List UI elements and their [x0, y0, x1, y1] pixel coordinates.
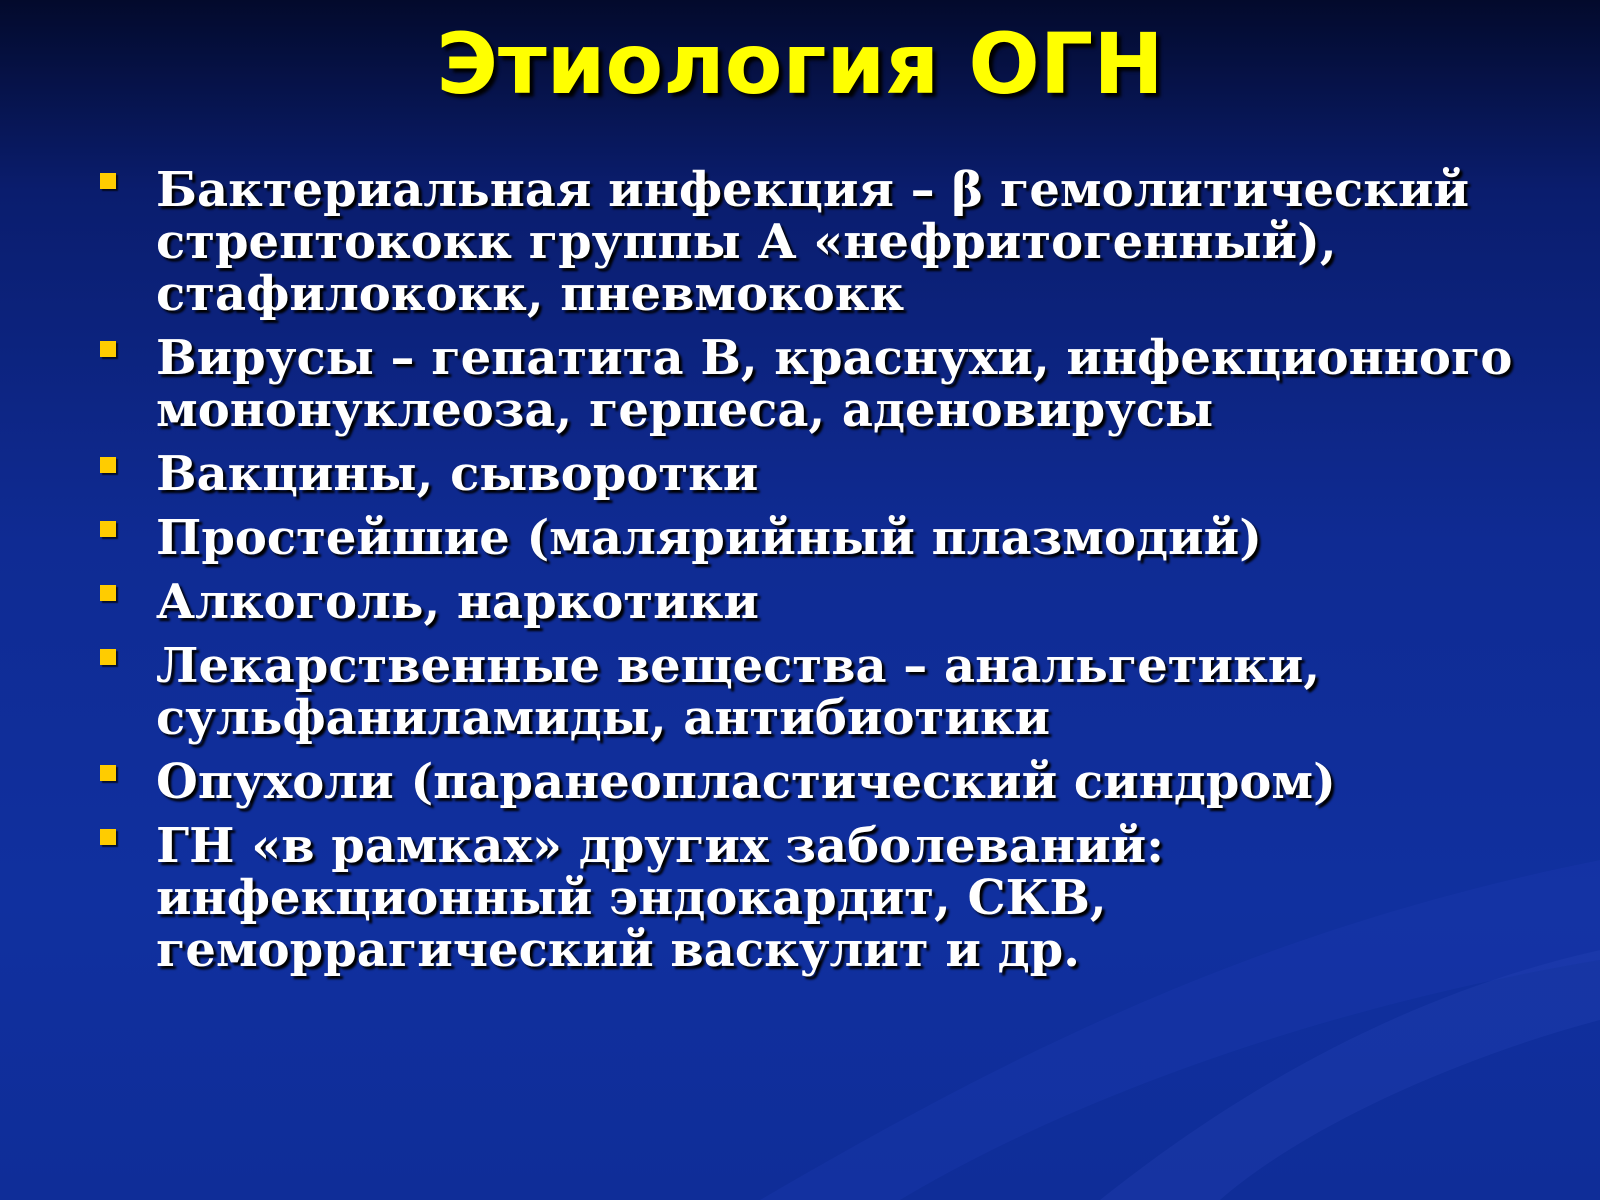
bullet-item: [96, 332, 1586, 436]
square-bullet-icon: [100, 341, 116, 357]
bullet-item: [96, 576, 1586, 628]
square-bullet-icon: [100, 457, 116, 473]
square-bullet-icon: [100, 521, 116, 537]
bullet-item: [96, 640, 1586, 744]
slide-title: Этиология ОГН: [436, 15, 1164, 113]
bullet-text: Опухоли (паранеопластический синдром): [156, 754, 1336, 810]
bullet-text: Алкоголь, наркотики: [156, 574, 759, 630]
bullet-item: [96, 820, 1586, 976]
bullet-text: Лекарственные вещества – анальгетики, сульфаниламиды, антибиотики: [156, 638, 1321, 746]
bullet-text: Вирусы – гепатита В, краснухи, инфекционного мононуклеоза, герпеса, аденовирусы: [156, 330, 1513, 438]
bullet-item: [96, 164, 1586, 320]
square-bullet-icon: [100, 585, 116, 601]
bullet-text: Вакцины, сыворотки: [156, 446, 759, 502]
bullet-item: [96, 448, 1586, 500]
bullet-list: [96, 164, 1586, 988]
square-bullet-icon: [100, 765, 116, 781]
square-bullet-icon: [100, 173, 116, 189]
bullet-text: Простейшие (малярийный плазмодий): [156, 510, 1262, 566]
bullet-text: Бактериальная инфекция – β гемолитический стрептококк группы А «нефритогенный), стафилококк, пневмококк: [156, 162, 1470, 322]
bullet-item: [96, 512, 1586, 564]
square-bullet-icon: [100, 649, 116, 665]
bullet-item: [96, 756, 1586, 808]
square-bullet-icon: [100, 829, 116, 845]
bullet-text: ГН «в рамках» других заболеваний: инфекционный эндокардит, СКВ, геморрагический васкулит и др.: [156, 818, 1164, 978]
